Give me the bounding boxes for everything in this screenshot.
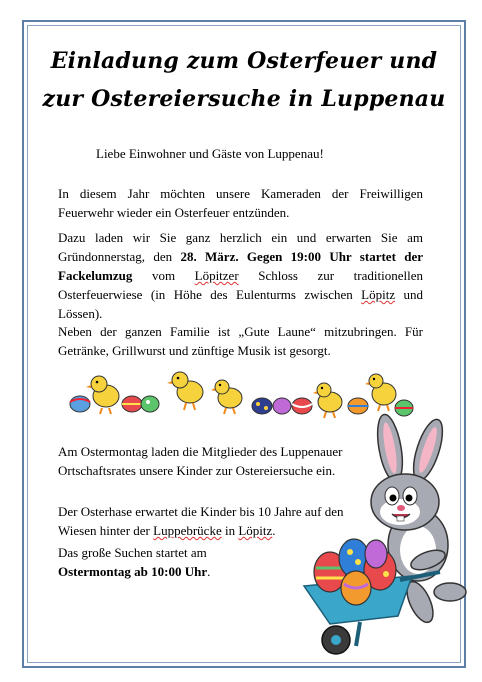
paragraph-event-text: vom (132, 268, 195, 283)
easter-bunny-text: in (221, 523, 239, 538)
bunny-wheelbarrow-icon (300, 410, 470, 660)
place-name: Löpitzer (194, 268, 239, 283)
greeting: Liebe Einwohner und Gäste von Luppenau! (96, 146, 324, 161)
place-name: Luppebrücke (153, 523, 222, 538)
paragraph-event-text: Schloss zur traditionellen Osterfeuerwiese (in Höhe des Eulenturms zwischen (58, 268, 423, 302)
search-start-text: . (207, 564, 211, 579)
easter-egg-icon (141, 396, 159, 412)
search-start-time: Ostermontag ab 10:00 Uhr (58, 564, 208, 579)
place-name: Löpitz (238, 523, 273, 538)
event-date-time: 28. März. Gegen 19:00 Uhr startet der Fackelumzug (58, 249, 423, 283)
children-invitation: Am Ostermontag laden die Mitglieder des Luppenauer Ortschaftsrates unsere Kinder zur Ostereiersuche ein. (58, 444, 343, 478)
chick-icon (167, 372, 203, 410)
paragraph-event-text: Dazu laden wir Sie ganz herzlich ein und erwarten Sie am Gründonnerstag, den (58, 230, 423, 264)
chick-icon (365, 374, 396, 411)
easter-egg-icon (273, 398, 291, 414)
easter-egg-icon (70, 396, 90, 412)
place-name: Löpitz (361, 287, 396, 302)
easter-bunny-text: Der Osterhase erwartet die Kinder bis 10 Jahre auf den Wiesen hinter der (58, 504, 344, 538)
paragraph-event (58, 228, 423, 323)
paragraph-event-text: und Lössen). (58, 287, 424, 321)
title-line-2: zur Ostereiersuche in Luppenau (42, 86, 446, 112)
paragraph-extras: Neben der ganzen Familie ist „Gute Laune“ mitzubringen. Für Getränke, Grillwurst und zünftige Musik ist gesorgt. (58, 324, 423, 358)
easter-egg-icon (122, 396, 142, 412)
title-line-1: Einladung zum Osterfeuer und (50, 48, 438, 74)
paragraph-intro: In diesem Jahr möchten unsere Kameraden der Freiwilligen Feuerwehr wieder ein Osterfeuer entzünden. (58, 186, 423, 220)
chick-icon (211, 380, 242, 414)
easter-bunny-text: . (272, 523, 276, 538)
easter-egg-icon (252, 398, 272, 414)
search-start-text: Das große Suchen startet am (58, 545, 207, 560)
chick-icon (86, 376, 119, 414)
